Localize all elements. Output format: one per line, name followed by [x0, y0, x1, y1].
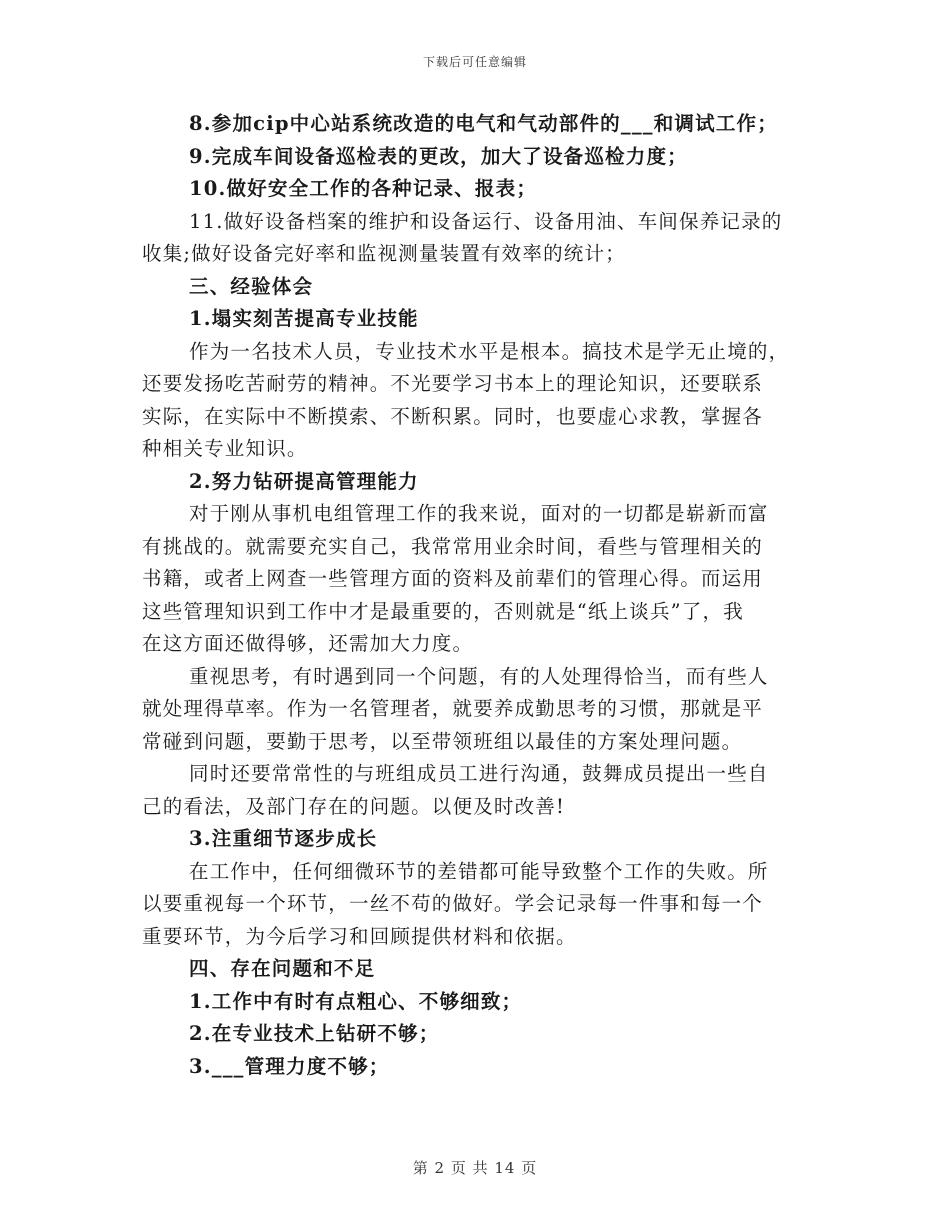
text-line: 己的看法，及部门存在的问题。以便及时改善! [142, 794, 566, 818]
text-line: 8.参加cip中心站系统改造的电气和气动部件的___和调试工作； [189, 112, 778, 135]
text-line: 有挑战的。就需要充实自己，我常常用业余时间，看些与管理相关的 [142, 534, 764, 558]
text-line: 2.努力钻研提高管理能力 [189, 469, 419, 493]
text-line: 11.做好设备档案的维护和设备运行、设备用油、车间保养记录的 [189, 209, 783, 233]
text-line: 种相关专业知识。 [142, 437, 308, 460]
text-line: 常碰到问题，要勤于思考，以至带领班组以最佳的方案处理问题。 [142, 729, 743, 753]
text-line: 作为一名技术人员，专业技术水平是根本。搞技术是学无止境的， [189, 339, 790, 363]
page-header: 下载后可任意编辑 [422, 55, 527, 69]
text-line: 还要发扬吃苦耐劳的精神。不光要学习书本上的理论知识，还要联系 [142, 372, 764, 395]
text-line: 9.完成车间设备巡检表的更改，加大了设备巡检力度； [189, 144, 688, 168]
text-line: 四、存在问题和不足 [189, 957, 376, 980]
text-line: 3.注重细节逐步成长 [189, 827, 378, 850]
text-line: 在这方面还做得够，还需加大力度。 [142, 632, 474, 655]
text-line: 重要环节，为今后学习和回顾提供材料和依据。 [142, 924, 577, 948]
text-line: 在工作中，任何细微环节的差错都可能导致整个工作的失败。所 [189, 859, 769, 883]
text-line: 对于刚从事机电组管理工作的我来说，面对的一切都是崭新而富 [189, 502, 769, 525]
text-line: 实际，在实际中不断摸索、不断积累。同时，也要虚心求教，掌握各 [142, 404, 764, 428]
text-line: 就处理得草率。作为一名管理者，就要养成勤思考的习惯，那就是平 [142, 697, 764, 720]
text-line: 同时还要常常性的与班组成员工进行沟通，鼓舞成员提出一些自 [189, 762, 769, 785]
document-body [142, 108, 810, 1083]
text-line: 以要重视每一个环节，一丝不苟的做好。学会记录每一件事和每一个 [142, 892, 764, 915]
text-line: 3.___管理力度不够； [189, 1054, 390, 1078]
text-line: 收集;做好设备完好率和监视测量装置有效率的统计； [142, 242, 626, 265]
text-line: 1.塌实刻苦提高专业技能 [189, 307, 419, 330]
text-line: 三、经验体会 [189, 274, 314, 298]
page-footer: 第 2 页 共 14 页 [412, 1159, 538, 1177]
text-line: 1.工作中有时有点粗心、不够细致； [189, 989, 523, 1013]
text-line: 这些管理知识到工作中才是最重要的，否则就是“纸上谈兵”了，我 [142, 599, 744, 623]
text-line: 2.在专业技术上钻研不够； [189, 1022, 440, 1045]
text-line: 书籍，或者上网查一些管理方面的资料及前辈们的管理心得。而运用 [142, 567, 764, 590]
text-line: 10.做好安全工作的各种记录、报表； [189, 177, 538, 200]
text-line: 重视思考，有时遇到同一个问题，有的人处理得恰当，而有些人 [189, 664, 769, 688]
